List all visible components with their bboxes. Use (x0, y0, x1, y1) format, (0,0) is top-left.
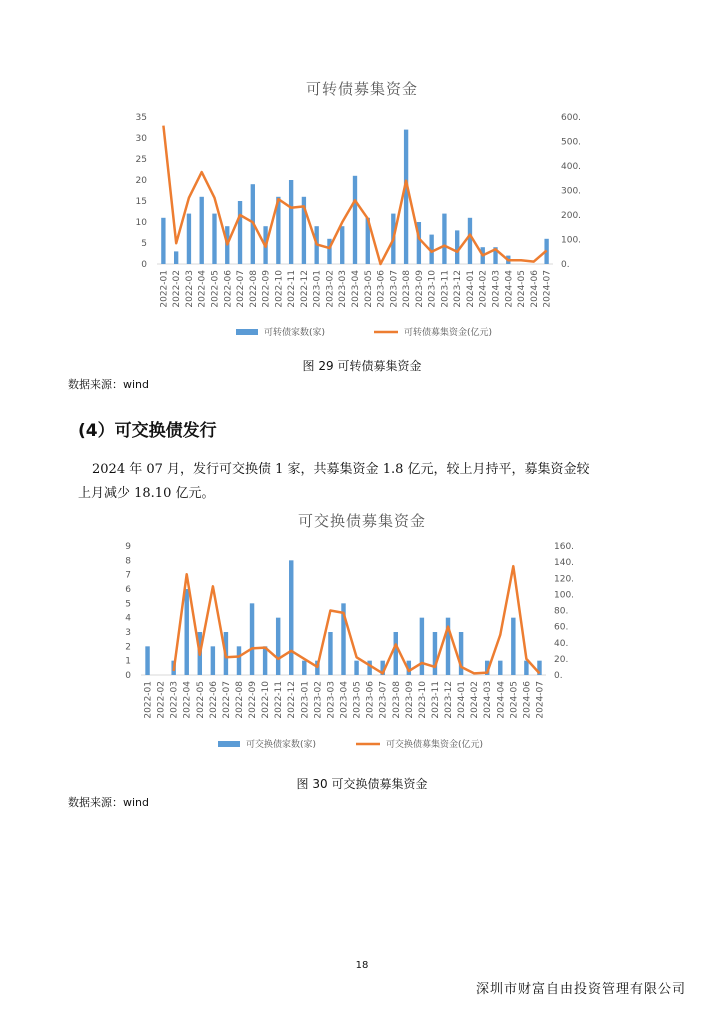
x-tick-label: 2023-11 (430, 681, 441, 719)
x-tick-label: 2023-08 (402, 270, 413, 308)
x-tick-label: 2022-10 (274, 270, 285, 308)
x-tick-label: 2023-06 (365, 681, 376, 719)
y-left-tick-label: 30 (135, 134, 147, 144)
x-tick-label: 2022-02 (156, 681, 167, 719)
chart-exchangeable-bonds (0, 535, 724, 760)
x-tick-label: 2022-05 (195, 681, 206, 719)
x-tick-label: 2023-01 (312, 270, 323, 308)
x-tick-label: 2022-04 (197, 270, 208, 308)
x-tick-label: 2022-03 (184, 270, 195, 308)
y-left-tick-label: 5 (125, 599, 131, 610)
x-tick-label: 2024-04 (496, 681, 507, 719)
paragraph-line-2: 上月减少 18.10 亿元。 (78, 486, 215, 501)
y-left-tick-label: 8 (125, 556, 131, 567)
x-tick-label: 2024-01 (465, 270, 476, 308)
y-right-tick-label: 0. (561, 260, 570, 270)
y-left-tick-label: 5 (141, 239, 147, 249)
bar (174, 251, 178, 264)
x-tick-label: 2024-06 (522, 681, 533, 719)
x-tick-label: 2024-04 (504, 269, 515, 308)
y-right-tick-label: 100. (561, 235, 582, 246)
x-tick-label: 2024-07 (535, 681, 546, 719)
bar (145, 646, 149, 675)
y-left-tick-label: 6 (125, 585, 131, 595)
x-tick-label: 2022-07 (221, 681, 232, 719)
bar (511, 618, 515, 675)
x-tick-label: 2023-04 (351, 270, 361, 308)
x-tick-label: 2023-03 (338, 270, 349, 308)
bar (161, 218, 165, 264)
chart-title-convertible: 可转债募集资金 (305, 80, 418, 98)
x-tick-label: 2023-02 (325, 270, 336, 308)
x-tick-label: 2023-04 (339, 681, 350, 719)
figure-30-source: 数据来源：wind (68, 796, 150, 809)
x-tick-label: 2023-07 (389, 270, 400, 308)
bar (354, 661, 358, 675)
bar (263, 646, 267, 675)
x-tick-label: 2023-10 (427, 270, 438, 308)
y-left-tick-label: 2 (125, 642, 131, 653)
y-left-tick-label: 0 (141, 260, 147, 270)
bar (302, 661, 306, 675)
y-left-tick-label: 4 (125, 613, 131, 624)
x-tick-label: 2024-03 (491, 269, 502, 308)
y-right-tick-label: 100. (554, 590, 575, 601)
x-tick-label: 2024-07 (542, 270, 553, 308)
x-tick-label: 2023-06 (376, 270, 387, 308)
bar (353, 176, 357, 264)
y-right-tick-label: 20. (554, 654, 569, 665)
legend-bar-label: 可转债家数(家) (264, 328, 326, 338)
y-left-tick-label: 10 (135, 218, 147, 228)
x-tick-label: 2022-03 (169, 681, 180, 719)
bar (212, 214, 216, 264)
y-right-tick-label: 500. (561, 137, 582, 148)
x-tick-label: 2022-06 (208, 681, 219, 719)
x-tick-label: 2023-02 (313, 681, 324, 719)
x-tick-label: 2023-11 (440, 270, 451, 308)
bar (442, 214, 446, 264)
x-tick-label: 2022-01 (159, 270, 170, 308)
x-tick-label: 2023-08 (391, 681, 402, 719)
bar (185, 589, 189, 675)
bar (237, 646, 241, 675)
x-tick-label: 2022-09 (248, 681, 259, 719)
y-left-tick-label: 0 (125, 671, 131, 681)
section-paragraph (78, 458, 672, 506)
bar (498, 661, 502, 675)
paragraph-line-1: 2024 年 07 月，发行可交换债 1 家，共募集资金 1.8 亿元，较上月持平，募集资金较 (92, 462, 590, 477)
bar (289, 180, 293, 264)
bar (289, 560, 293, 675)
figure-29-caption: 图 29 可转债募集资金 (302, 359, 422, 373)
x-tick-label: 2024-02 (478, 270, 489, 308)
x-tick-label: 2023-10 (417, 681, 428, 719)
figure-29-source: 数据来源：wind (68, 378, 150, 391)
company-name: 深圳市财富自由投资管理有限公司 (475, 982, 686, 997)
y-left-tick-label: 1 (125, 656, 131, 667)
x-tick-label: 2023-12 (444, 681, 455, 719)
x-tick-label: 2022-08 (248, 270, 259, 308)
bar (211, 646, 215, 675)
y-left-tick-label: 7 (125, 570, 131, 581)
y-right-tick-label: 200. (561, 211, 582, 221)
y-right-tick-label: 0. (554, 671, 563, 681)
legend-bar-label: 可交换债家数(家) (246, 740, 317, 750)
y-right-tick-label: 600. (561, 113, 582, 123)
bar (276, 618, 280, 675)
y-right-tick-label: 140. (554, 558, 575, 569)
chart-title-exchangeable: 可交换债募集资金 (297, 512, 426, 530)
x-tick-label: 2022-11 (287, 270, 298, 308)
y-right-tick-label: 80. (554, 606, 569, 617)
x-tick-label: 2023-03 (326, 681, 337, 719)
y-right-tick-label: 60. (554, 622, 569, 633)
chart-convertible-bonds (0, 100, 724, 350)
bar (187, 214, 191, 264)
bar (455, 230, 459, 264)
legend-line-label: 可转债募集资金(亿元) (404, 328, 493, 338)
x-tick-label: 2022-01 (143, 681, 154, 719)
x-tick-label: 2023-09 (404, 681, 415, 719)
bar (340, 226, 344, 264)
bar (404, 130, 408, 264)
page-number: 18 (355, 960, 369, 971)
x-tick-label: 2024-02 (470, 681, 481, 719)
x-tick-label: 2024-06 (529, 270, 540, 308)
legend-bar-swatch (236, 329, 258, 335)
bar (524, 661, 528, 675)
y-right-tick-label: 300. (561, 186, 582, 197)
y-right-tick-label: 400. (561, 162, 582, 172)
y-right-tick-label: 160. (554, 542, 575, 552)
section-heading: (4）可交换债发行 (78, 421, 217, 441)
x-tick-label: 2023-05 (363, 270, 374, 308)
x-tick-label: 2023-09 (414, 270, 425, 308)
figure-30-caption: 图 30 可交换债募集资金 (296, 777, 428, 791)
x-tick-label: 2024-05 (509, 681, 520, 719)
x-tick-label: 2023-07 (378, 681, 389, 719)
x-tick-label: 2022-10 (261, 681, 272, 719)
x-tick-label: 2023-01 (300, 681, 311, 719)
bar (394, 632, 398, 675)
series-line (174, 566, 540, 673)
bar (238, 201, 242, 264)
y-left-tick-label: 25 (135, 155, 147, 165)
y-right-tick-label: 120. (554, 574, 575, 585)
x-tick-label: 2023-12 (453, 270, 464, 308)
x-tick-label: 2022-09 (261, 270, 272, 308)
x-tick-label: 2022-08 (234, 681, 245, 719)
y-left-tick-label: 20 (135, 176, 147, 186)
x-tick-label: 2023-05 (352, 681, 363, 719)
x-tick-label: 2022-12 (287, 681, 298, 719)
x-tick-label: 2022-12 (299, 270, 310, 308)
x-tick-label: 2022-06 (223, 270, 234, 308)
bar (250, 603, 254, 675)
bar (367, 661, 371, 675)
y-left-tick-label: 35 (135, 113, 147, 123)
x-tick-label: 2024-05 (517, 270, 528, 308)
bar (420, 618, 424, 675)
x-tick-label: 2022-07 (236, 270, 247, 308)
y-right-tick-label: 40. (554, 638, 569, 649)
legend-bar-swatch (218, 741, 240, 747)
y-left-tick-label: 15 (135, 197, 147, 207)
x-tick-label: 2022-04 (182, 681, 193, 719)
bar (200, 197, 204, 264)
x-tick-label: 2022-02 (172, 270, 183, 308)
x-tick-label: 2024-01 (457, 681, 468, 719)
y-left-tick-label: 3 (125, 628, 131, 638)
bar (433, 632, 437, 675)
bar (468, 218, 472, 264)
bar (328, 632, 332, 675)
x-tick-label: 2022-11 (274, 681, 285, 719)
x-tick-label: 2024-03 (483, 681, 494, 719)
legend-line-label: 可交换债募集资金(亿元) (386, 740, 484, 750)
x-tick-label: 2022-05 (210, 270, 221, 308)
y-left-tick-label: 9 (125, 542, 131, 552)
